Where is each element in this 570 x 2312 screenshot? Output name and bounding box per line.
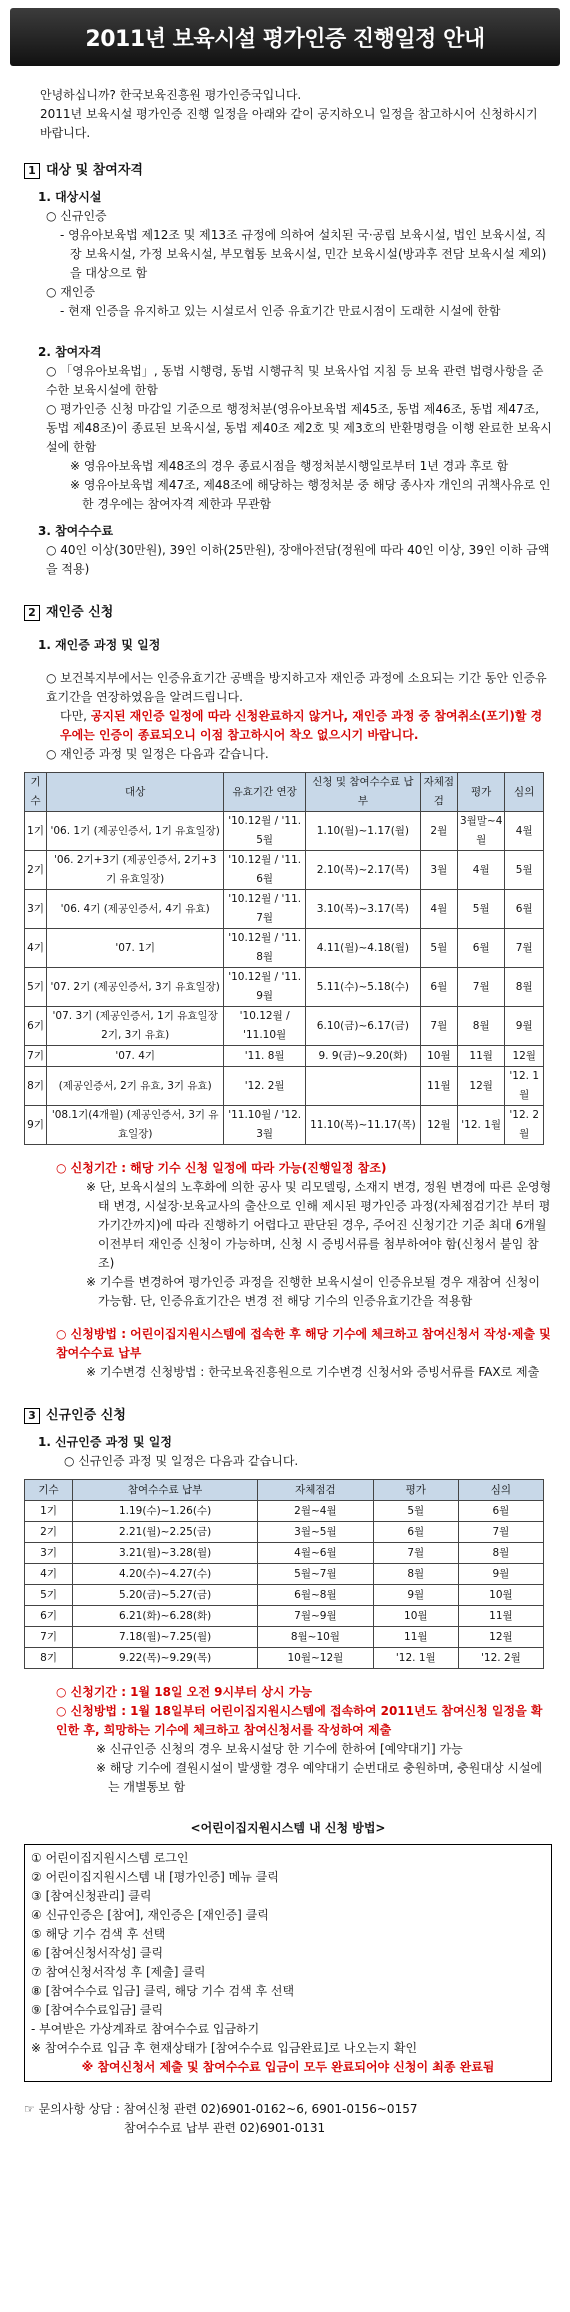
table-row <box>25 1606 544 1627</box>
greeting-line: 2011년 보육시설 평가인증 진행 일정을 아래와 같이 공지하오니 일정을 참고하시어 신청하시기 바랍니다. <box>40 107 538 140</box>
page-title: 2011년 보육시설 평가인증 진행일정 안내 <box>10 8 560 66</box>
table-cell: '11.10월 / '12. 3월 <box>224 1106 306 1145</box>
table-cell: 11월 <box>420 1067 457 1106</box>
table-cell: 7월 <box>505 929 544 968</box>
table-cell: 11.10(목)~11.17(목) <box>306 1106 421 1145</box>
new-accreditation-header-cell: 기수 <box>25 1480 73 1501</box>
table-cell: 4기 <box>25 1564 73 1585</box>
table-cell: 4월 <box>420 890 457 929</box>
paragraph: ○ 신규인증 과정 및 일정은 다음과 같습니다. <box>64 1454 299 1468</box>
reaccreditation-header-cell: 유효기간 연장 <box>224 773 306 812</box>
table-cell: 8월 <box>458 1543 543 1564</box>
table-cell: 5.20(금)~5.27(금) <box>73 1585 258 1606</box>
note: ※ 영유아보육법 제47조, 제48조에 해당하는 행정처분 중 해당 종사자 개인의 귀책사유로 인한 경우에는 참여자격 제한과 무관함 <box>70 478 551 511</box>
howto-step: - 부여받은 가상계좌로 참여수수료 입금하기 <box>31 2022 260 2036</box>
table-cell: 11월 <box>457 1046 504 1067</box>
table-cell: 8월 <box>505 968 544 1007</box>
notice-content <box>0 66 570 2148</box>
section-number: 3 <box>24 1408 40 1424</box>
table-row <box>25 1564 544 1585</box>
reaccreditation-header-cell: 기수 <box>25 773 47 812</box>
table-cell: 4기 <box>25 929 47 968</box>
table-cell: 5기 <box>25 1585 73 1606</box>
table-cell: '07. 3기 (제공인증서, 1기 유효일장 2기, 3기 유효) <box>47 1007 224 1046</box>
table-row <box>25 1007 544 1046</box>
table-cell: 2월 <box>420 812 457 851</box>
new-accreditation-header-cell: 심의 <box>458 1480 543 1501</box>
table-cell: 3.10(목)~3.17(목) <box>306 890 421 929</box>
table-cell: 10월 <box>373 1606 458 1627</box>
table-cell: 9월 <box>373 1585 458 1606</box>
table-cell: 6월 <box>420 968 457 1007</box>
period-title: ○ 신청기간 : 해당 기수 신청 일정에 따라 가능(진행일정 참조) <box>56 1161 387 1175</box>
howto-step: ⑧ [참여수수료 입금] 클릭, 해당 기수 검색 후 선택 <box>31 1984 295 1998</box>
table-cell: '07. 1기 <box>47 929 224 968</box>
table-cell: 9월 <box>458 1564 543 1585</box>
table-row <box>25 1067 544 1106</box>
subheading: 1. 재인증 과정 및 일정 <box>38 638 161 652</box>
table-cell: (제공인증서, 2기 유효, 3기 유효) <box>47 1067 224 1106</box>
table-cell <box>306 1067 421 1106</box>
table-cell: '12. 1월 <box>457 1106 504 1145</box>
table-cell: 10월~12월 <box>258 1648 374 1669</box>
howto-step: ② 어린이집지원시스템 내 [평가인증] 메뉴 클릭 <box>31 1870 279 1884</box>
reaccreditation-header-cell: 대상 <box>47 773 224 812</box>
table-cell: 5월 <box>420 929 457 968</box>
notice-page <box>0 8 570 2148</box>
table-cell: 4.11(월)~4.18(월) <box>306 929 421 968</box>
table-row <box>25 1522 544 1543</box>
subheading: 1. 신규인증 과정 및 일정 <box>38 1435 172 1449</box>
table-cell: 5월 <box>373 1501 458 1522</box>
table-cell: 5월 <box>505 851 544 890</box>
howto-step: ⑦ 참여신청서작성 후 [제출] 클릭 <box>31 1965 206 1979</box>
howto-box <box>24 1844 552 2082</box>
table-cell: 9월 <box>505 1007 544 1046</box>
howto-emphasis: ※ 참여신청서 제출 및 참여수수료 입금이 모두 완료되어야 신청이 최종 완료됨 <box>81 2060 495 2074</box>
table-cell: 1.10(월)~1.17(월) <box>306 812 421 851</box>
table-cell: 11월 <box>458 1606 543 1627</box>
new-accreditation-header-cell: 평가 <box>373 1480 458 1501</box>
reaccreditation-header-cell: 평가 <box>457 773 504 812</box>
table-cell: 12월 <box>420 1106 457 1145</box>
note: ※ 해당 기수에 결원시설이 발생할 경우 예약대기 순번대로 충원하며, 충원대상 시설에는 개별통보 함 <box>96 1761 543 1794</box>
table-cell: '10.12월 / '11. 7월 <box>224 890 306 929</box>
table-cell: 3기 <box>25 890 47 929</box>
table-cell: 5.11(수)~5.18(수) <box>306 968 421 1007</box>
table-cell: '06. 2기+3기 (제공인증서, 2기+3기 유효일장) <box>47 851 224 890</box>
table-cell: 5월~7월 <box>258 1564 374 1585</box>
howto-step: ⑥ [참여신청서작성] 클릭 <box>31 1946 164 1960</box>
table-cell: 9. 9(금)~9.20(화) <box>306 1046 421 1067</box>
howto-step: ⑤ 해당 기수 검색 후 선택 <box>31 1927 166 1941</box>
table-cell: 6기 <box>25 1606 73 1627</box>
section-title: 재인증 신청 <box>46 605 114 620</box>
table-cell: 7월~9월 <box>258 1606 374 1627</box>
table-cell: 5기 <box>25 968 47 1007</box>
table-row <box>25 929 544 968</box>
table-cell: 1기 <box>25 1501 73 1522</box>
table-cell: 7기 <box>25 1046 47 1067</box>
paragraph: ○ 재인증 과정 및 일정은 다음과 같습니다. <box>46 747 269 761</box>
contact-line: 참여수수료 납부 관련 02)6901-0131 <box>124 2121 326 2135</box>
table-row <box>25 851 544 890</box>
table-row <box>25 1501 544 1522</box>
bullet: ○ 재인증 <box>46 285 96 299</box>
howto-step: ※ 참여수수료 입금 후 현재상태가 [참여수수료 입금완료]로 나오는지 확인 <box>31 2041 418 2055</box>
table-cell: 4월~6월 <box>258 1543 374 1564</box>
table-cell: 7월 <box>457 968 504 1007</box>
table-cell: '12. 2월 <box>505 1106 544 1145</box>
table-cell: 10월 <box>420 1046 457 1067</box>
table-cell: '10.12월 / '11. 6월 <box>224 851 306 890</box>
table-cell: '07. 2기 (제공인증서, 3기 유효일장) <box>47 968 224 1007</box>
table-cell: 3기 <box>25 1543 73 1564</box>
table-cell: 9기 <box>25 1106 47 1145</box>
howto-step: ⑨ [참여수수료입금] 클릭 <box>31 2003 164 2017</box>
table-cell: 3월 <box>420 851 457 890</box>
section-number: 2 <box>24 605 40 621</box>
table-cell: 6월~8월 <box>258 1585 374 1606</box>
period-title: ○ 신청기간 : 1월 18일 오전 9시부터 상시 가능 <box>56 1685 312 1699</box>
table-cell: '12. 2월 <box>458 1648 543 1669</box>
note: ※ 영유아보육법 제48조의 경우 종료시점을 행정처분시행일로부터 1년 경과 후로 함 <box>70 459 509 473</box>
greeting <box>24 86 552 143</box>
table-cell: 7.18(월)~7.25(월) <box>73 1627 258 1648</box>
bullet: - 영유아보육법 제12조 및 제13조 규정에 의하여 설치된 국·공립 보육시설, 법인 보육시설, 직장 보육시설, 가정 보육시설, 부모협동 보육시설, 민간 보육시설(방과후 전담 보육시설 제외)을 대상으로 함 <box>60 228 547 280</box>
table-cell: '12. 2월 <box>224 1067 306 1106</box>
table-cell: 8기 <box>25 1067 47 1106</box>
table-cell: 3월~5월 <box>258 1522 374 1543</box>
howto-step: ① 어린이집지원시스템 로그인 <box>31 1851 189 1865</box>
table-cell: 6.10(금)~6.17(금) <box>306 1007 421 1046</box>
table-cell: 6기 <box>25 1007 47 1046</box>
table-cell: 9.22(목)~9.29(목) <box>73 1648 258 1669</box>
table-cell: 4월 <box>457 851 504 890</box>
note: ※ 신규인증 신청의 경우 보육시설당 한 기수에 한하여 [예약대기] 가능 <box>96 1742 463 1756</box>
note: ※ 기수변경 신청방법 : 한국보육진흥원으로 기수변경 신청서와 증빙서류를 FAX로 제출 <box>86 1365 540 1379</box>
greeting-line: 안녕하십니까? 한국보육진흥원 평가인증국입니다. <box>40 88 302 102</box>
howto-step: ④ 신규인증은 [참여], 재인증은 [재인증] 클릭 <box>31 1908 269 1922</box>
table-cell: 6월 <box>373 1522 458 1543</box>
table-cell: 6월 <box>457 929 504 968</box>
bullet: ○ 40인 이상(30만원), 39인 이하(25만원), 장애아전담(정원에 따라 40인 이상, 39인 이하 금액을 적용) <box>46 543 550 576</box>
table-row <box>25 1543 544 1564</box>
subheading: 3. 참여수수료 <box>38 524 114 538</box>
table-cell: 2기 <box>25 851 47 890</box>
table-cell: 12월 <box>458 1627 543 1648</box>
table-cell: '12. 1월 <box>505 1067 544 1106</box>
method-title: ○ 신청방법 : 1월 18일부터 어린이집지원시스템에 접속하여 2011년도 참여신청 일정을 확인한 후, 희망하는 기수에 체크하고 참여신청서를 작성하여 제출 <box>56 1704 543 1737</box>
table-cell: 10월 <box>458 1585 543 1606</box>
table-cell: '10.12월 / '11. 8월 <box>224 929 306 968</box>
table-cell: '12. 1월 <box>373 1648 458 1669</box>
table-cell: '10.12월 / '11.10월 <box>224 1007 306 1046</box>
table-row <box>25 1046 544 1067</box>
table-cell: 2.21(월)~2.25(금) <box>73 1522 258 1543</box>
table-row <box>25 890 544 929</box>
table-row <box>25 1627 544 1648</box>
section2-heading <box>24 603 552 622</box>
note: ※ 기수를 변경하여 평가인증 과정을 진행한 보육시설이 인증유보될 경우 재참여 신청이 가능함. 단, 인증유효기간은 변경 전 해당 기수의 인증유효기간을 적용함 <box>86 1275 540 1308</box>
note: ※ 단, 보육시설의 노후화에 의한 공사 및 리모델링, 소재지 변경, 정원 변경에 따른 운영형태 변경, 시설장·보육교사의 출산으로 인해 제시된 평가인증 과정(자체점검기간 부터 평가기간까지)에 따라 진행하기 어렵다고 판단된 경우, 주어진 신청기간 기준 최대 6개월 이전부터 재인증 신청이 가능하며, 신청 시 증빙서류를 첨부하여야 함(신청서 붙임 참조) <box>86 1180 552 1270</box>
paragraph <box>24 707 552 745</box>
table-cell: 8월~10월 <box>258 1627 374 1648</box>
table-cell: 3월말~4월 <box>457 812 504 851</box>
table-cell: '10.12월 / '11. 9월 <box>224 968 306 1007</box>
table-cell: 6월 <box>505 890 544 929</box>
table-cell: 6월 <box>458 1501 543 1522</box>
table-cell: '11. 8월 <box>224 1046 306 1067</box>
table-cell: 6.21(화)~6.28(화) <box>73 1606 258 1627</box>
table-cell: 7월 <box>420 1007 457 1046</box>
bullet: ○ 신규인증 <box>46 209 107 223</box>
table-cell: 1기 <box>25 812 47 851</box>
contact-line: ☞ 문의사항 상담 : 참여신청 관련 02)6901-0162~6, 6901-0156~0157 <box>24 2102 418 2116</box>
subheading: 1. 대상시설 <box>38 190 102 204</box>
table-cell: 8월 <box>373 1564 458 1585</box>
table-cell: 4.20(수)~4.27(수) <box>73 1564 258 1585</box>
method-title: ○ 신청방법 : 어린이집지원시스템에 접속한 후 해당 기수에 체크하고 참여신청서 작성·제출 및 참여수수료 납부 <box>56 1327 551 1360</box>
table-cell: '06. 1기 (제공인증서, 1기 유효일장) <box>47 812 224 851</box>
table-row <box>25 812 544 851</box>
table-cell: 8기 <box>25 1648 73 1669</box>
howto-title: <어린이집지원시스템 내 신청 방법> <box>190 1821 386 1835</box>
table-cell: 2.10(목)~2.17(목) <box>306 851 421 890</box>
table-row <box>25 1106 544 1145</box>
contact <box>24 2100 552 2138</box>
section1-heading <box>24 161 552 180</box>
section-number: 1 <box>24 163 40 179</box>
table-cell: 7월 <box>373 1543 458 1564</box>
table-cell: 5월 <box>457 890 504 929</box>
table-cell: 3.21(월)~3.28(월) <box>73 1543 258 1564</box>
table-cell: 1.19(수)~1.26(수) <box>73 1501 258 1522</box>
new-accreditation-schedule-table <box>24 1479 544 1669</box>
new-accreditation-header-cell: 참여수수료 납부 <box>73 1480 258 1501</box>
subheading: 2. 참여자격 <box>38 345 102 359</box>
table-row <box>25 1648 544 1669</box>
new-accreditation-header-cell: 자체점검 <box>258 1480 374 1501</box>
reaccreditation-header-cell: 심의 <box>505 773 544 812</box>
table-cell: '10.12월 / '11. 5월 <box>224 812 306 851</box>
table-cell: '08.1기(4개월) (제공인증서, 3기 유효일장) <box>47 1106 224 1145</box>
table-cell: 7기 <box>25 1627 73 1648</box>
howto-step: ③ [참여신청관리] 클릭 <box>31 1889 152 1903</box>
section3-heading <box>24 1406 552 1425</box>
bullet: - 현재 인증을 유지하고 있는 시설로서 인증 유효기간 만료시점이 도래한 시설에 한함 <box>60 304 501 318</box>
paragraph: ○ 보건복지부에서는 인증유효기간 공백을 방지하고자 재인증 과정에 소요되는 기간 동안 인증유효기간을 연장하였음을 알려드립니다. <box>46 671 547 704</box>
table-cell: 8월 <box>457 1007 504 1046</box>
table-row <box>25 1585 544 1606</box>
bullet: ○ 「영유아보육법」, 동법 시행령, 동법 시행규칙 및 보육사업 지침 등 보육 관련 법령사항을 준수한 보육시설에 한함 <box>46 364 544 397</box>
warning-text: 공지된 재인증 일정에 따라 신청완료하지 않거나, 재인증 과정 중 참여취소(포기)할 경우에는 인증이 종료되오니 이점 참고하시어 착오 없으시기 바랍니다. <box>60 709 543 742</box>
reaccreditation-schedule-table <box>24 772 544 1145</box>
table-cell: 2월~4월 <box>258 1501 374 1522</box>
table-cell: 4월 <box>505 812 544 851</box>
bullet: ○ 평가인증 신청 마감일 기준으로 행정처분(영유아보육법 제45조, 동법 제46조, 동법 제47조, 동법 제48조)이 종료된 보육시설, 동법 제40조 제2호 및 제3호의 반환명령을 이행 완료한 보육시설에 한함 <box>46 402 552 454</box>
table-cell: 11월 <box>373 1627 458 1648</box>
section-title: 신규인증 신청 <box>46 1408 126 1423</box>
paragraph-prefix: 다만, <box>60 709 91 723</box>
table-cell: 12월 <box>457 1067 504 1106</box>
reaccreditation-header-cell: 자체점검 <box>420 773 457 812</box>
table-row <box>25 968 544 1007</box>
table-cell: '06. 4기 (제공인증서, 4기 유효) <box>47 890 224 929</box>
reaccreditation-header-cell: 신청 및 참여수수료 납부 <box>306 773 421 812</box>
table-cell: 7월 <box>458 1522 543 1543</box>
table-cell: '07. 4기 <box>47 1046 224 1067</box>
section-title: 대상 및 참여자격 <box>46 163 143 178</box>
table-cell: 12월 <box>505 1046 544 1067</box>
table-cell: 2기 <box>25 1522 73 1543</box>
